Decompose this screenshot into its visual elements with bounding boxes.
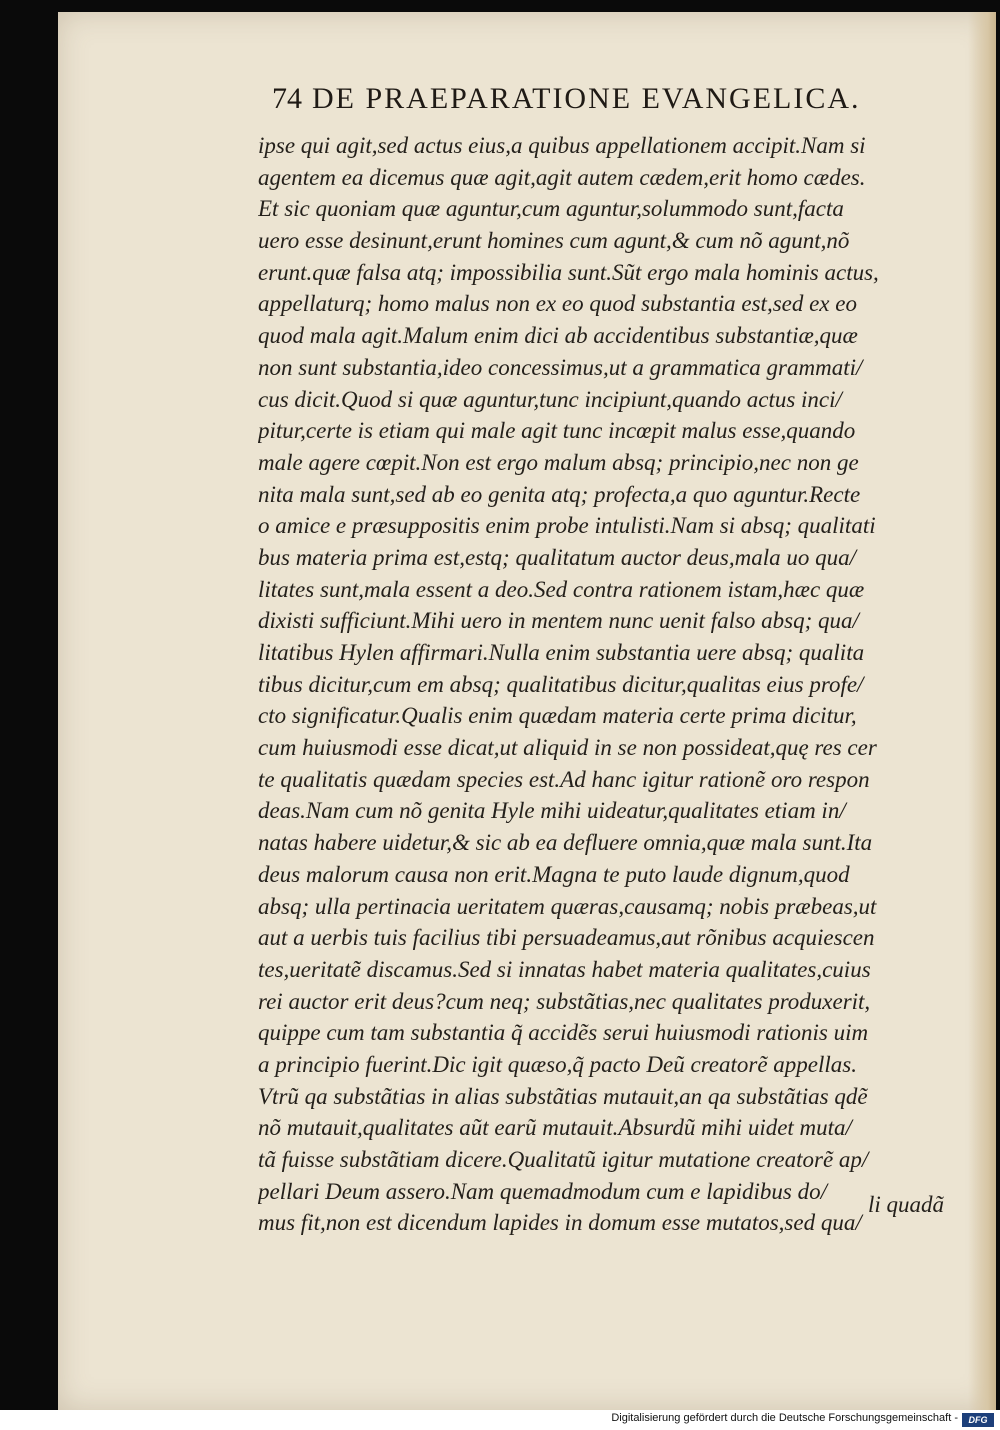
page-edge	[968, 12, 996, 1410]
text-line: Et sic quoniam quæ aguntur,cum aguntur,solummodo sunt,facta	[258, 196, 844, 222]
text-line: a principio fuerint.Dic igit quæso,q̃ pacto Deũ creatorẽ appellas.	[258, 1051, 857, 1077]
page-number: 74	[272, 82, 302, 115]
body-text	[258, 130, 970, 1239]
text-line: mus fit,non est dicendum lapides in domum esse mutatos,sed qua/	[258, 1210, 862, 1236]
text-line: tibus dicitur,cum em absq; qualitatibus dicitur,qualitas eius profe/	[258, 671, 864, 697]
running-head	[272, 82, 987, 126]
text-line: non sunt substantia,ideo concessimus,ut a grammatica grammati/	[258, 354, 863, 380]
text-line: absq; ulla pertinacia ueritatem quæras,causamq; nobis præbeas,ut	[258, 893, 877, 919]
text-line: quod mala agit.Malum enim dici ab accidentibus substantiæ,quæ	[258, 323, 858, 349]
text-line: dixisti sufficiunt.Mihi uero in mentem nunc uenit falso absq; qua/	[258, 608, 859, 634]
text-line: erunt.quæ falsa atq; impossibilia sunt.Sũt ergo mala hominis actus,	[258, 259, 879, 285]
text-line: litatibus Hylen affirmari.Nulla enim substantia uere absq; qualita	[258, 640, 865, 665]
text-line: deus malorum causa non erit.Magna te puto laude dignum,quod	[258, 861, 850, 887]
text-line: tes,ueritatẽ discamus.Sed si innatas habet materia qualitates,cuius	[258, 956, 871, 982]
text-line: tã fuisse substãtiam dicere.Qualitatũ igitur mutatione creatorẽ ap/	[258, 1147, 869, 1172]
text-line: cto significatur.Qualis enim quædam materia certe prima dicitur,	[258, 703, 857, 729]
text-line: nita mala sunt,sed ab eo genita atq; profecta,a quo aguntur.Recte	[258, 481, 861, 507]
text-line: uero esse desinunt,erunt homines cum agunt,& cum nõ agunt,nõ	[258, 228, 850, 254]
text-line: rei auctor erit deus?cum neq; substãtias,nec qualitates produxerit,	[258, 988, 871, 1014]
text-line: te qualitatis quædam species est.Ad hanc igitur rationẽ oro respon	[258, 766, 870, 792]
text-line: pitur,certe is etiam qui male agit tunc incœpit malus esse,quando	[258, 418, 856, 444]
text-line: natas habere uidetur,& sic ab ea defluere omnia,quæ mala sunt.Ita	[258, 830, 873, 856]
text-line: aut a uerbis tuis facilius tibi persuadeamus,aut rõnibus acquiescen	[258, 925, 875, 951]
text-line: quippe cum tam substantia q̃ accidẽs serui huiusmodi rationis uim	[258, 1020, 869, 1046]
text-line: pellari Deum assero.Nam quemadmodum cum e lapidibus do/	[258, 1178, 827, 1204]
running-title: DE PRAEPARATIONE EVANGELICA.	[312, 82, 861, 115]
text-line: appellaturq; homo malus non ex eo quod substantia est,sed ex eo	[258, 291, 857, 317]
footer-bar	[0, 1410, 1000, 1430]
text-line: Vtrũ qa substãtias in alias substãtias mutauit,an qa substãtias qdẽ	[258, 1083, 868, 1109]
text-line: agentem ea dicemus quæ agit,agit autem cædem,erit homo cædes.	[258, 164, 866, 190]
text-line: male agere cœpit.Non est ergo malum absq; principio,nec non ge	[258, 449, 859, 475]
text-line: cus dicit.Quod si quæ aguntur,tunc incipiunt,quando actus inci/	[258, 386, 842, 412]
text-line: cum huiusmodi esse dicat,ut aliquid in se non possideat,quę res cer	[258, 735, 877, 761]
catchword: li quadã	[868, 1192, 945, 1217]
text-line: nõ mutauit,qualitates aũt earũ mutauit.Absurdũ mihi uidet muta/	[258, 1115, 852, 1141]
text-line: o amice e præsuppositis enim probe intulisti.Nam si absq; qualitati	[258, 513, 876, 539]
dfg-logo: DFG	[962, 1413, 994, 1427]
footer-credit: Digitalisierung gefördert durch die Deutsche Forschungsgemeinschaft -	[611, 1412, 958, 1424]
text-line: deas.Nam cum nõ genita Hyle mihi uideatur,qualitates etiam in/	[258, 798, 846, 824]
text-line: ipse qui agit,sed actus eius,a quibus appellationem accipit.Nam si	[258, 133, 866, 158]
text-line: litates sunt,mala essent a deo.Sed contra rationem istam,hæc quæ	[258, 576, 865, 602]
text-line: bus materia prima est,estq; qualitatum auctor deus,mala uo qua/	[258, 544, 856, 570]
